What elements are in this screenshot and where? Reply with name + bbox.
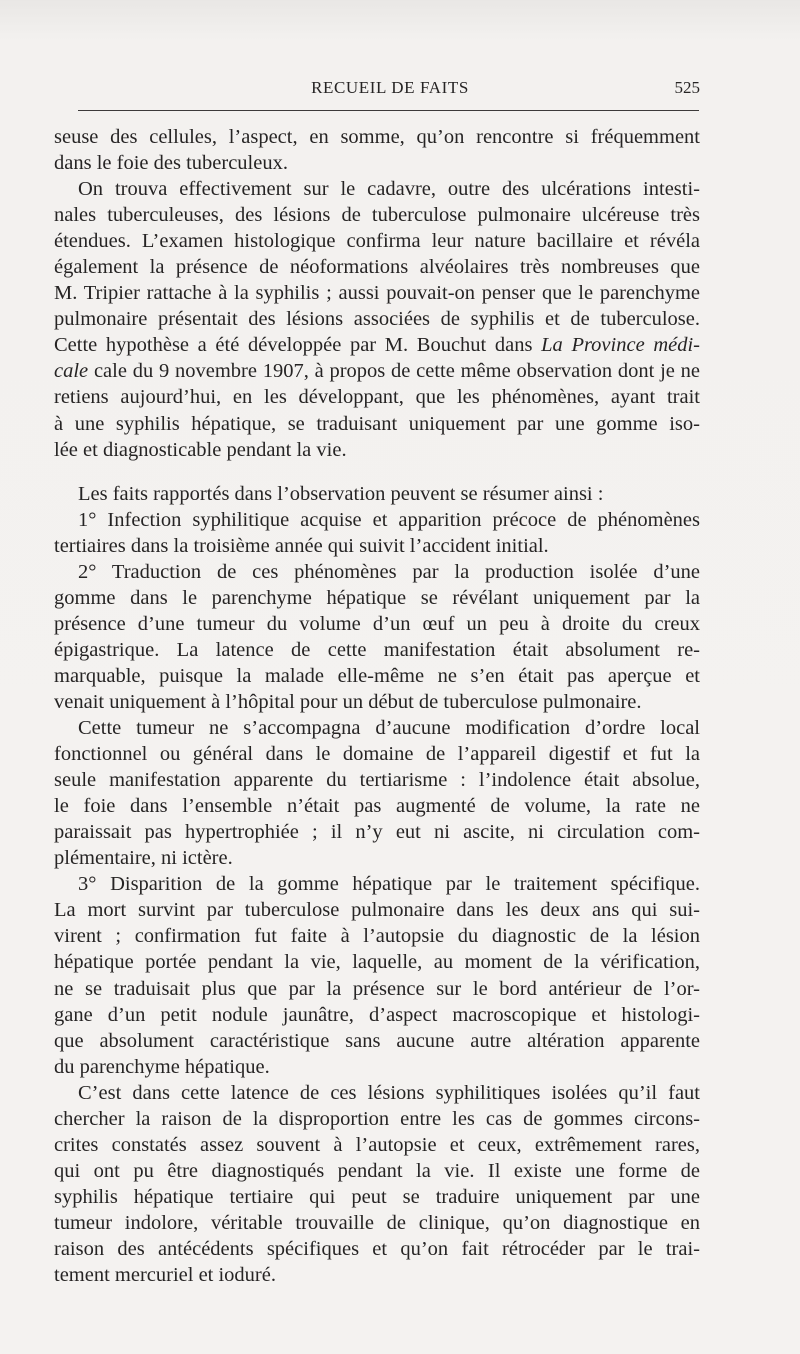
page-number: 525: [674, 78, 700, 97]
text-line: seuse des cellules, l’aspect, en somme, qu’on rencontre si fréquemment: [54, 126, 700, 148]
text-line: ne se traduisait plus que par la présence sur le bord antérieur de l’or-: [54, 977, 700, 1000]
text-line: 2° Traduction de ces phénomènes par la production isolée d’une: [78, 560, 700, 583]
journal-title: La Province médi-: [541, 334, 700, 357]
running-header: [80, 78, 700, 102]
header-rule: [78, 110, 699, 111]
text-line: nales tuberculeuses, des lésions de tuberculose pulmonaire ulcéreuse très: [54, 204, 700, 227]
text-line: lée et diagnosticable pendant la vie.: [54, 438, 347, 461]
text-line: tumeur indolore, véritable trouvaille de clinique, qu’on diagnostique en: [54, 1211, 700, 1234]
text-line: pulmonaire présentait des lésions associées de syphilis et de tuberculose.: [54, 308, 700, 331]
text-line: qui ont pu être diagnostiqués pendant la vie. Il existe une forme de: [54, 1159, 700, 1182]
text-fragment: Cette hypothèse a été développée par M. Bouchut dans: [54, 334, 533, 357]
text-line: hépatique portée pendant la vie, laquelle, au moment de la vérification,: [54, 951, 700, 974]
text-line-with-citation: [54, 332, 700, 358]
text-line: raison des antécédents spécifiques et qu’on fait rétrocéder par le trai-: [54, 1237, 700, 1260]
text-line: chercher la raison de la disproportion entre les cas de gommes circons-: [54, 1107, 700, 1130]
paragraph-point-2: [54, 559, 700, 715]
paragraph-autopsy: [54, 176, 700, 463]
text-line: On trouva effectivement sur le cadavre, outre des ulcérations intesti-: [78, 178, 700, 201]
paragraph-conclusion: [54, 1080, 700, 1288]
text-line: M. Tripier rattache à la syphilis ; aussi pouvait-on penser que le parenchyme: [54, 282, 700, 305]
text-fragment: cale du 9 novembre 1907, à propos de cette même observation dont je ne: [93, 360, 701, 383]
paragraph-summary-intro: [54, 481, 700, 507]
text-line: venait uniquement à l’hôpital pour un début de tuberculose pulmonaire.: [54, 690, 642, 713]
text-line: que absolument caractéristique sans aucune autre altération apparente: [54, 1029, 700, 1052]
paragraph-continuation: [54, 124, 700, 176]
text-line: dans le foie des tuberculeux.: [54, 152, 288, 175]
text-line: 3° Disparition de la gomme hépatique par le traitement spécifique.: [78, 873, 700, 896]
text-line: épigastrique. La latence de cette manifestation était absolument re-: [54, 638, 700, 661]
text-line-with-citation: [54, 358, 700, 384]
text-line: présence d’une tumeur du volume d’un œuf un peu à droite du creux: [54, 612, 700, 635]
text-line: marquable, puisque la malade elle-même ne s’en était pas aperçue et: [54, 664, 700, 687]
paragraph-gap: [54, 463, 700, 481]
text-line: syphilis hépatique tertiaire qui peut se traduire uniquement par une: [54, 1185, 700, 1208]
text-line: Les faits rapportés dans l’observation peuvent se résumer ainsi :: [78, 482, 604, 505]
journal-title-end: cale: [54, 360, 89, 383]
text-line: étendues. L’examen histologique confirma leur nature bacillaire et révéla: [54, 230, 700, 253]
text-line: virent ; confirmation fut faite à l’autopsie du diagnostic de la lésion: [54, 925, 700, 948]
text-line: gane d’un petit nodule jaunâtre, d’aspect macroscopique et histologi-: [54, 1003, 700, 1026]
paragraph-point-1: [54, 507, 700, 559]
running-title: RECUEIL DE FAITS: [311, 78, 469, 97]
text-line: Cette tumeur ne s’accompagna d’aucune modification d’ordre local: [78, 717, 700, 740]
text-line: crites constatés assez souvent à l’autopsie et ceux, extrêmement rares,: [54, 1133, 700, 1156]
paragraph-point-3: [54, 871, 700, 1079]
text-line: 1° Infection syphilitique acquise et apparition précoce de phénomènes: [78, 508, 700, 531]
text-line: gomme dans le parenchyme hépatique se révélant uniquement par la: [54, 586, 700, 609]
text-line: paraissait pas hypertrophiée ; il n’y eut ni ascite, ni circulation com-: [54, 821, 700, 844]
text-line: à une syphilis hépatique, se traduisant uniquement par une gomme iso-: [54, 412, 700, 435]
text-line: du parenchyme hépatique.: [54, 1055, 270, 1078]
text-line: également la présence de néoformations alvéolaires très nombreuses que: [54, 256, 700, 279]
text-line: tertiaires dans la troisième année qui suivit l’accident initial.: [54, 534, 549, 557]
text-line: seule manifestation apparente du tertiarisme : l’indolence était absolue,: [54, 769, 700, 792]
text-line: La mort survint par tuberculose pulmonaire dans les deux ans qui sui-: [54, 899, 700, 922]
text-line: C’est dans cette latence de ces lésions syphilitiques isolées qu’il faut: [78, 1081, 700, 1104]
text-line: plémentaire, ni ictère.: [54, 847, 233, 870]
text-line: retiens aujourd’hui, en les développant, que les phénomènes, ayant trait: [54, 386, 700, 409]
paragraph-tumor: [54, 715, 700, 871]
text-line: fonctionnel ou général dans le domaine de l’appareil digestif et fut la: [54, 743, 700, 766]
body-text: [54, 124, 700, 1288]
text-line: le foie dans l’ensemble n’était pas augmenté de volume, la rate ne: [54, 795, 700, 818]
text-line: tement mercuriel et ioduré.: [54, 1264, 276, 1287]
